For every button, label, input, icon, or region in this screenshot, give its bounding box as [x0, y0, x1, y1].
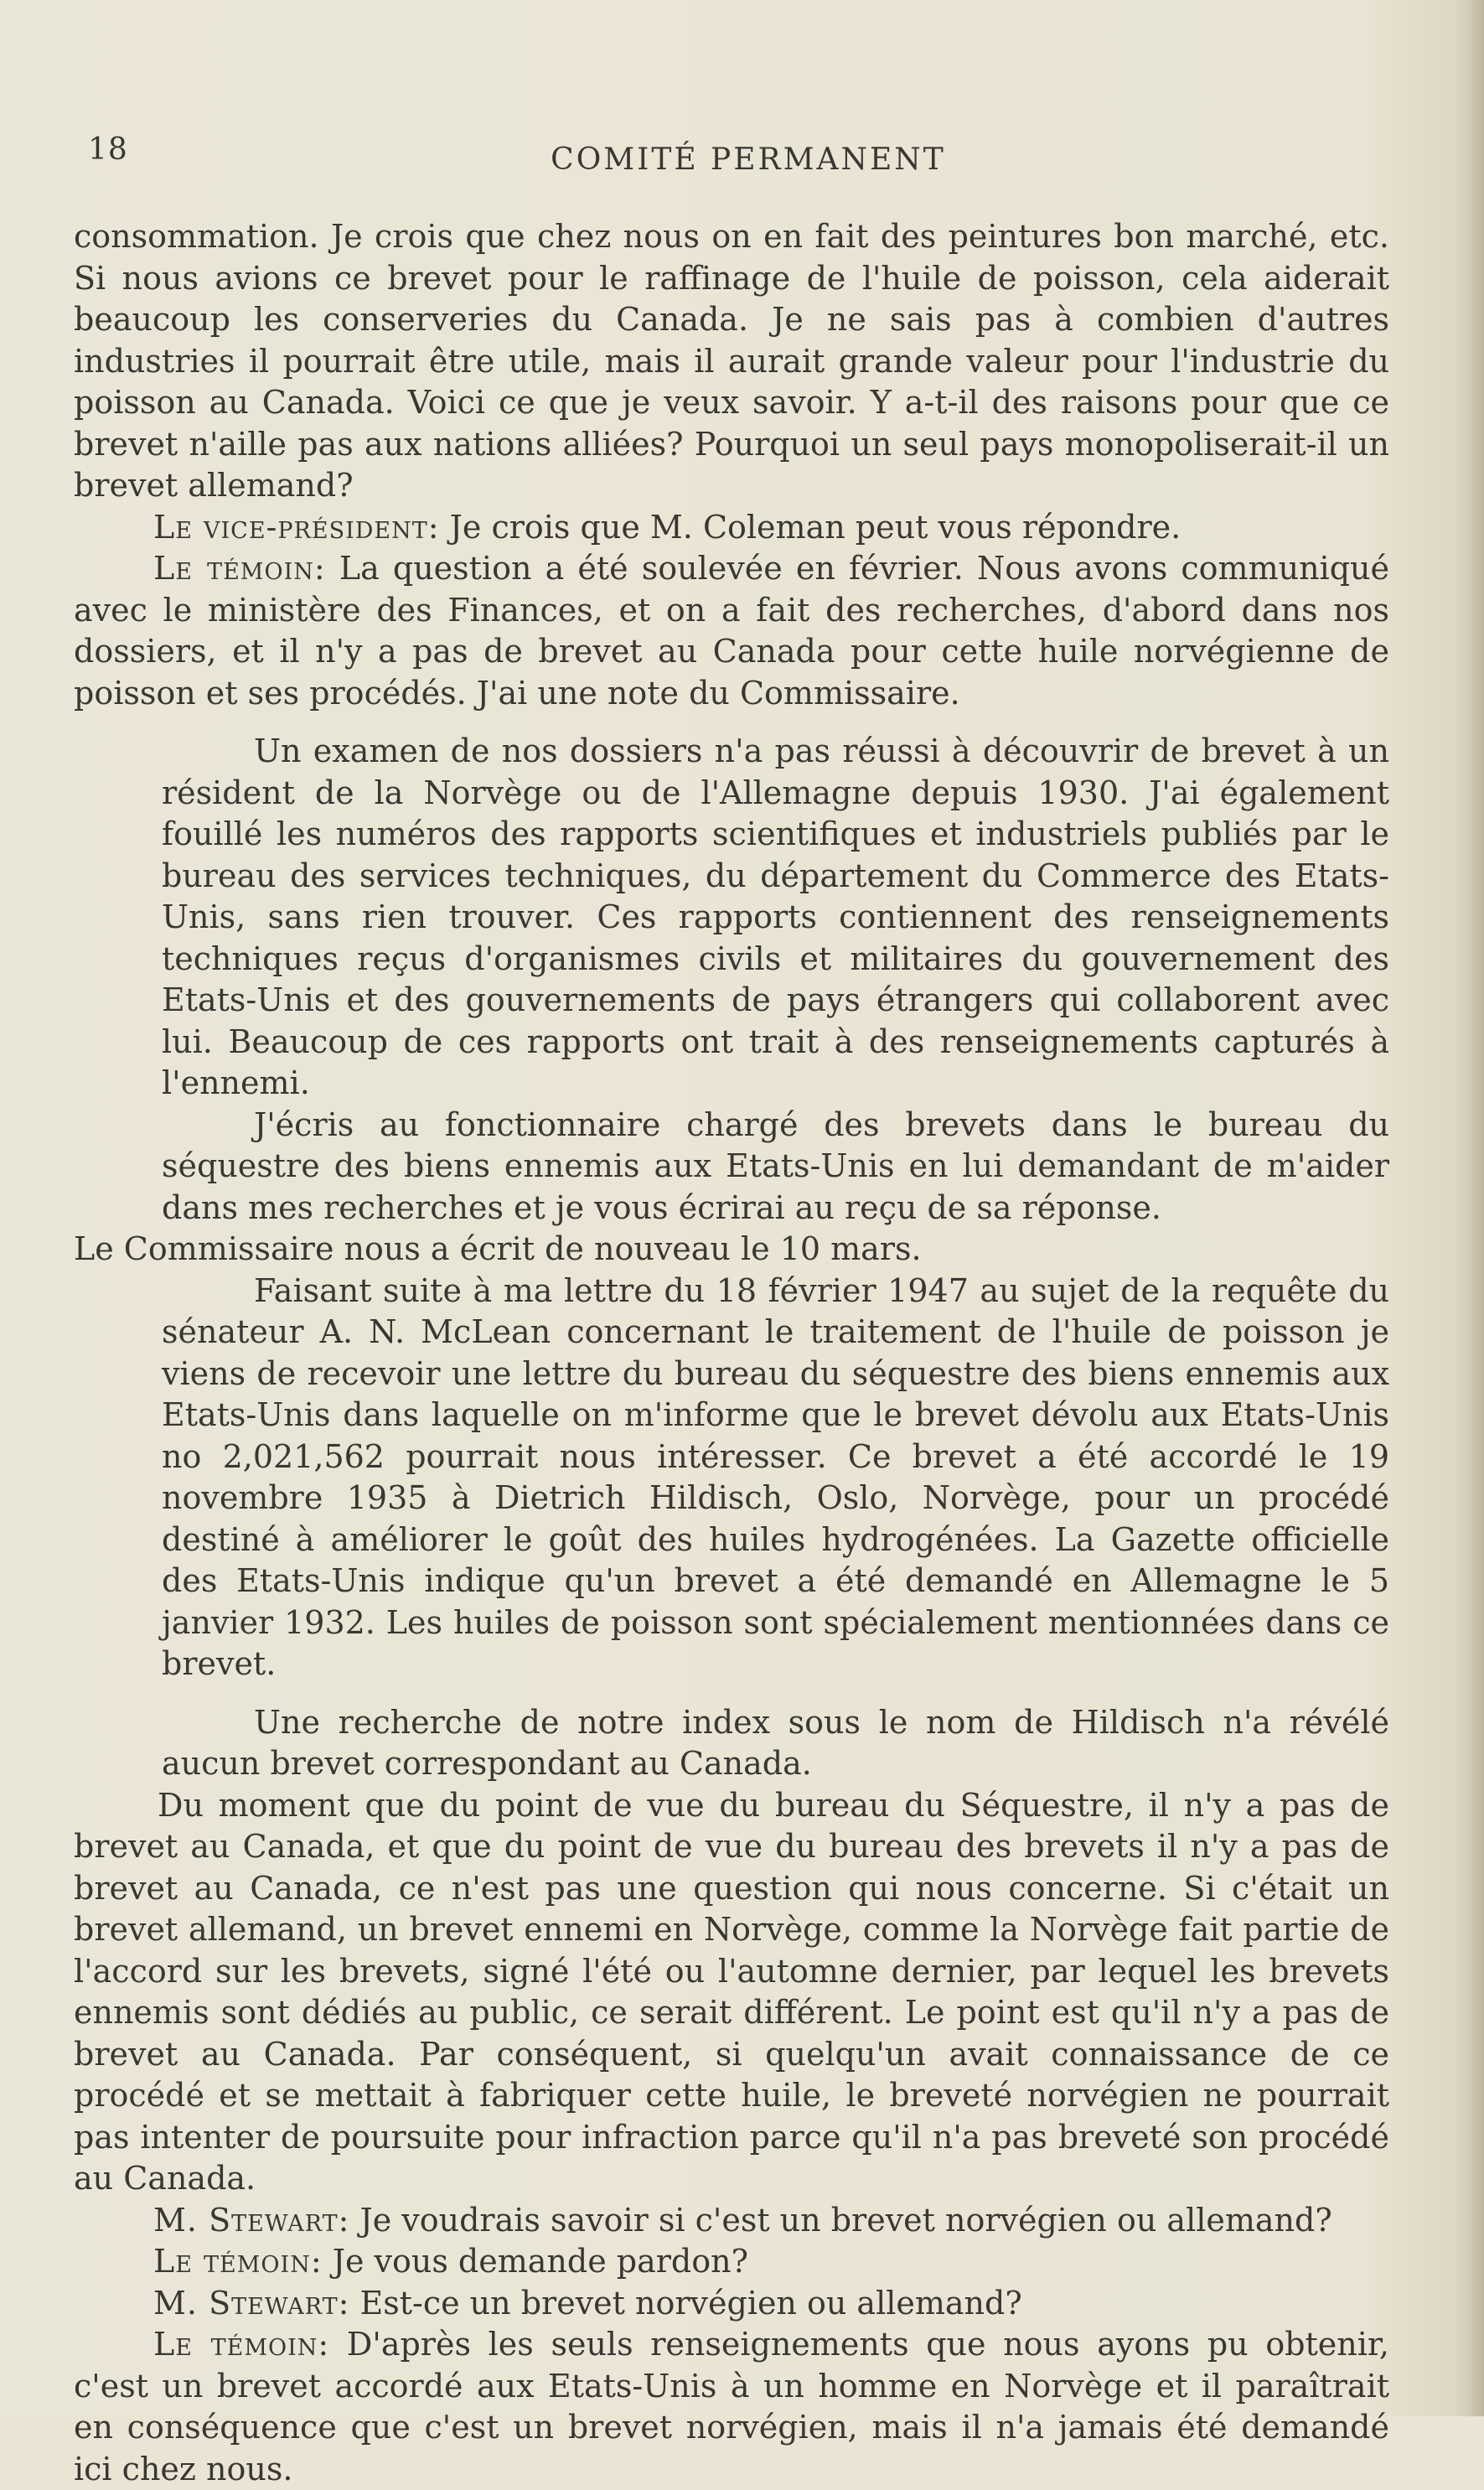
- quote-paragraph: J'écris au fonctionnaire chargé des brevets dans le bureau du séquestre des biens ennemis aux Etats-Unis en lui demandant de m'aider dans mes recherches et je vous écrirai au reçu de sa réponse.: [162, 1105, 1389, 1226]
- quoted-letter: [74, 1271, 1389, 1785]
- speaker-turn: [74, 2241, 1389, 2283]
- quoted-note: [74, 731, 1389, 1229]
- speaker-text: Je vous demande pardon?: [332, 2243, 748, 2280]
- speaker-turn: [74, 2283, 1389, 2325]
- quote-paragraph: Un examen de nos dossiers n'a pas réussi à découvrir de brevet à un résident de la Norvège ou de l'Allemagne depuis 1930. J'ai également fouillé les numéros des rapports scientifiques et industriels publiés par le bureau des services techniques, du département du Commerce des Etats-Unis, sans rien trouver. Ces rapports contiennent des renseignements techniques reçus d'organismes civils et militaires du gouvernement des Etats-Unis et des gouvernements de pays étrangers qui collaborent avec lui. Beaucoup de ces rapports ont trait à des renseignements capturés à l'ennemi.: [162, 733, 1389, 1101]
- speaker-name: Le témoin:: [153, 2243, 323, 2280]
- page-header: [80, 126, 1367, 176]
- page-edge: [1466, 0, 1484, 2416]
- running-title: COMITÉ PERMANENT: [551, 142, 946, 177]
- speaker-name: M. Stewart:: [153, 2284, 350, 2322]
- speaker-turn: [74, 548, 1389, 714]
- speaker-turn: [74, 2324, 1389, 2490]
- speaker-turn: [74, 2200, 1389, 2242]
- speaker-text: Est-ce un brevet norvégien ou allemand?: [359, 2284, 1022, 2322]
- speaker-text: Je crois que M. Coleman peut vous répondre.: [449, 508, 1182, 546]
- speaker-name: M. Stewart:: [153, 2201, 350, 2239]
- body-text: [74, 216, 1389, 2490]
- speaker-name: Le vice-président:: [153, 508, 440, 546]
- speaker-name: Le témoin:: [153, 2326, 330, 2363]
- bridge-line: Le Commissaire nous a écrit de nouveau le 10 mars.: [74, 1230, 922, 1267]
- quote-paragraph: Une recherche de notre index sous le nom de Hildisch n'a révélé aucun brevet correspondant au Canada.: [162, 1703, 1389, 1782]
- paragraph: Du moment que du point de vue du bureau du Séquestre, il n'y a pas de brevet au Canada, et que du point de vue du bureau des brevets il n'y a pas de brevet au Canada, ce n'est pas une question qui nous concerne. Si c'était un brevet allemand, un brevet ennemi en Norvège, comme la Norvège fait partie de l'accord sur les brevets, signé l'été ou l'automne dernier, par lequel les brevets ennemis sont dédiés au public, ce serait différent. Le point est qu'il n'y a pas de brevet au Canada. Par conséquent, si quelqu'un avait connaissance de ce procédé et se mettait à fabriquer cette huile, le breveté norvégien ne pourrait pas intenter de poursuite pour infraction parce qu'il n'a pas breveté son procédé au Canada.: [74, 1786, 1389, 2197]
- speaker-name: Le témoin:: [153, 550, 326, 587]
- quote-paragraph: Faisant suite à ma lettre du 18 février 1947 au sujet de la requête du sénateur A. N. McLean concernant le traitement de l'huile de poisson je viens de recevoir une lettre du bureau du séquestre des biens ennemis aux Etats-Unis dans laquelle on m'informe que le brevet dévolu aux Etats-Unis no 2,021,562 pourrait nous intéresser. Ce brevet a été accordé le 19 novembre 1935 à Dietrich Hildisch, Oslo, Norvège, pour un procédé destiné à améliorer le goût des huiles hydrogénées. La Gazette officielle des Etats-Unis indique qu'un brevet a été demandé en Allemagne le 5 janvier 1932. Les huiles de poisson sont spécialement mentionnées dans ce brevet.: [162, 1271, 1389, 1682]
- speaker-text: D'après les seuls renseignements que nous ayons pu obtenir, c'est un brevet accordé aux Etats-Unis à un homme en Norvège et il paraîtrait en conséquence que c'est un brevet norvégien, mais il n'a jamais été demandé ici chez nous.: [74, 2326, 1389, 2487]
- speaker-turn: [74, 507, 1389, 549]
- speaker-text: Je voudrais savoir si c'est un brevet norvégien ou allemand?: [359, 2201, 1332, 2239]
- paragraph-continuation: consommation. Je crois que chez nous on en fait des peintures bon marché, etc. Si nous avions ce brevet pour le raffinage de l'huile de poisson, cela aiderait beaucoup les conserveries du Canada. Je ne sais pas à combien d'autres industries il pourrait être utile, mais il aurait grande valeur pour l'industrie du poisson au Canada. Voici ce que je veux savoir. Y a-t-il des raisons pour que ce brevet n'aille pas aux nations alliées? Pourquoi un seul pays monopoliserait-il un brevet allemand?: [74, 218, 1389, 504]
- speaker-text: La question a été soulevée en février. Nous avons communiqué avec le ministère des Finances, et on a fait des recherches, d'abord dans nos dossiers, et il n'y a pas de brevet au Canada pour cette huile norvégienne de poisson et ses procédés. J'ai une note du Commissaire.: [74, 550, 1389, 712]
- page-number: 18: [88, 132, 128, 167]
